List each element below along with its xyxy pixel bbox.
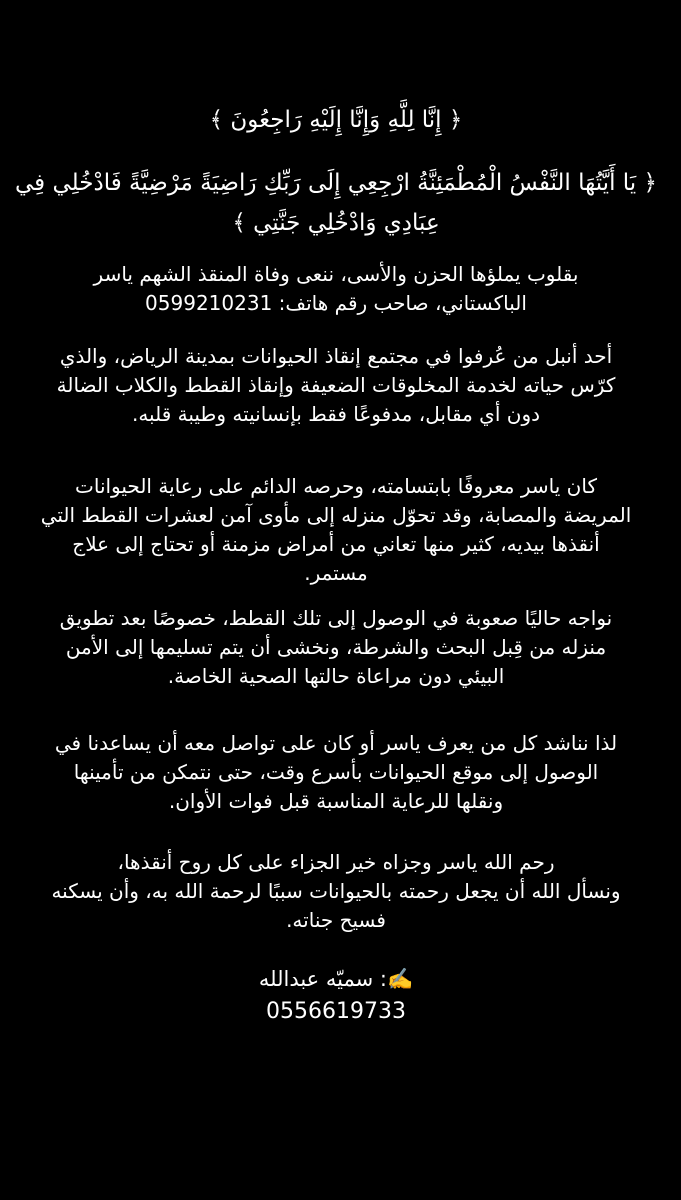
paragraph-appeal: لذا نناشد كل من يعرف ياسر أو كان على تواصل معه أن يساعدنا في الوصول إلى موقع الحيوانات بأسرع وقت، حتى نتمكن من تأمينها ونقلها للرعاية المناسبة قبل فوات الأوان.	[54, 731, 618, 813]
paragraph-prayer: رحم الله ياسر وجزاه خير الجزاء على كل روح أنقذها، ونسأل الله أن يجعل رحمته بالحيوانات سببًا لرحمة الله به، وأن يسكنه فسيح جناته.	[51, 850, 621, 932]
verse-inna-lillah: ﴿ إِنَّا لِلَّهِ وَإِنَّا إِلَيْهِ رَاجِعُونَ ﴾	[209, 107, 463, 133]
signature-name: ✍️: سميّه عبدالله	[258, 967, 414, 991]
paragraph-about-yasser: أحد أنبل من عُرفوا في مجتمع إنقاذ الحيوانات بمدينة الرياض، والذي كرّس حياته لخدمة المخلوقات الضعيفة وإنقاذ القطط والكلاب الضالة دون أي مقابل، مدفوعًا فقط بإنسانيته وطيبة قلبه.	[56, 344, 616, 426]
paragraph-cats-shelter: كان ياسر معروفًا بابتسامته، وحرصه الدائم على رعاية الحيوانات المريضة والمصابة، وقد تحوّل منزله إلى مأوى آمن لعشرات القطط التي أنقذها بيديه، كثير منها تعاني من أمراض مزمنة أو تحتاج إلى علاج مستمر.	[40, 474, 632, 585]
verse-nafs-mutmainna: ﴿ يَا أَيَّتُهَا النَّفْسُ الْمُطْمَئِنَّةُ ارْجِعِي إِلَى رَبِّكِ رَاضِيَةً مَرْضِيَّةً فَادْخُلِي فِي عِبَادِي وَادْخُلِي جَنَّتِي ﴾	[15, 170, 657, 236]
obituary-announcement: بقلوب يملؤها الحزن والأسى، ننعى وفاة المنقذ الشهم ياسر الباكستاني، صاحب رقم هاتف: 0599210231	[93, 262, 579, 315]
signature-phone: 0556619733	[266, 999, 406, 1024]
paragraph-current-difficulty: نواجه حاليًا صعوبة في الوصول إلى تلك القطط، خصوصًا بعد تطويق منزله من قِبل البحث والشرطة، ونخشى أن يتم تسليمها إلى الأمن البيئي دون مراعاة حالتها الصحية الخاصة.	[59, 606, 613, 688]
